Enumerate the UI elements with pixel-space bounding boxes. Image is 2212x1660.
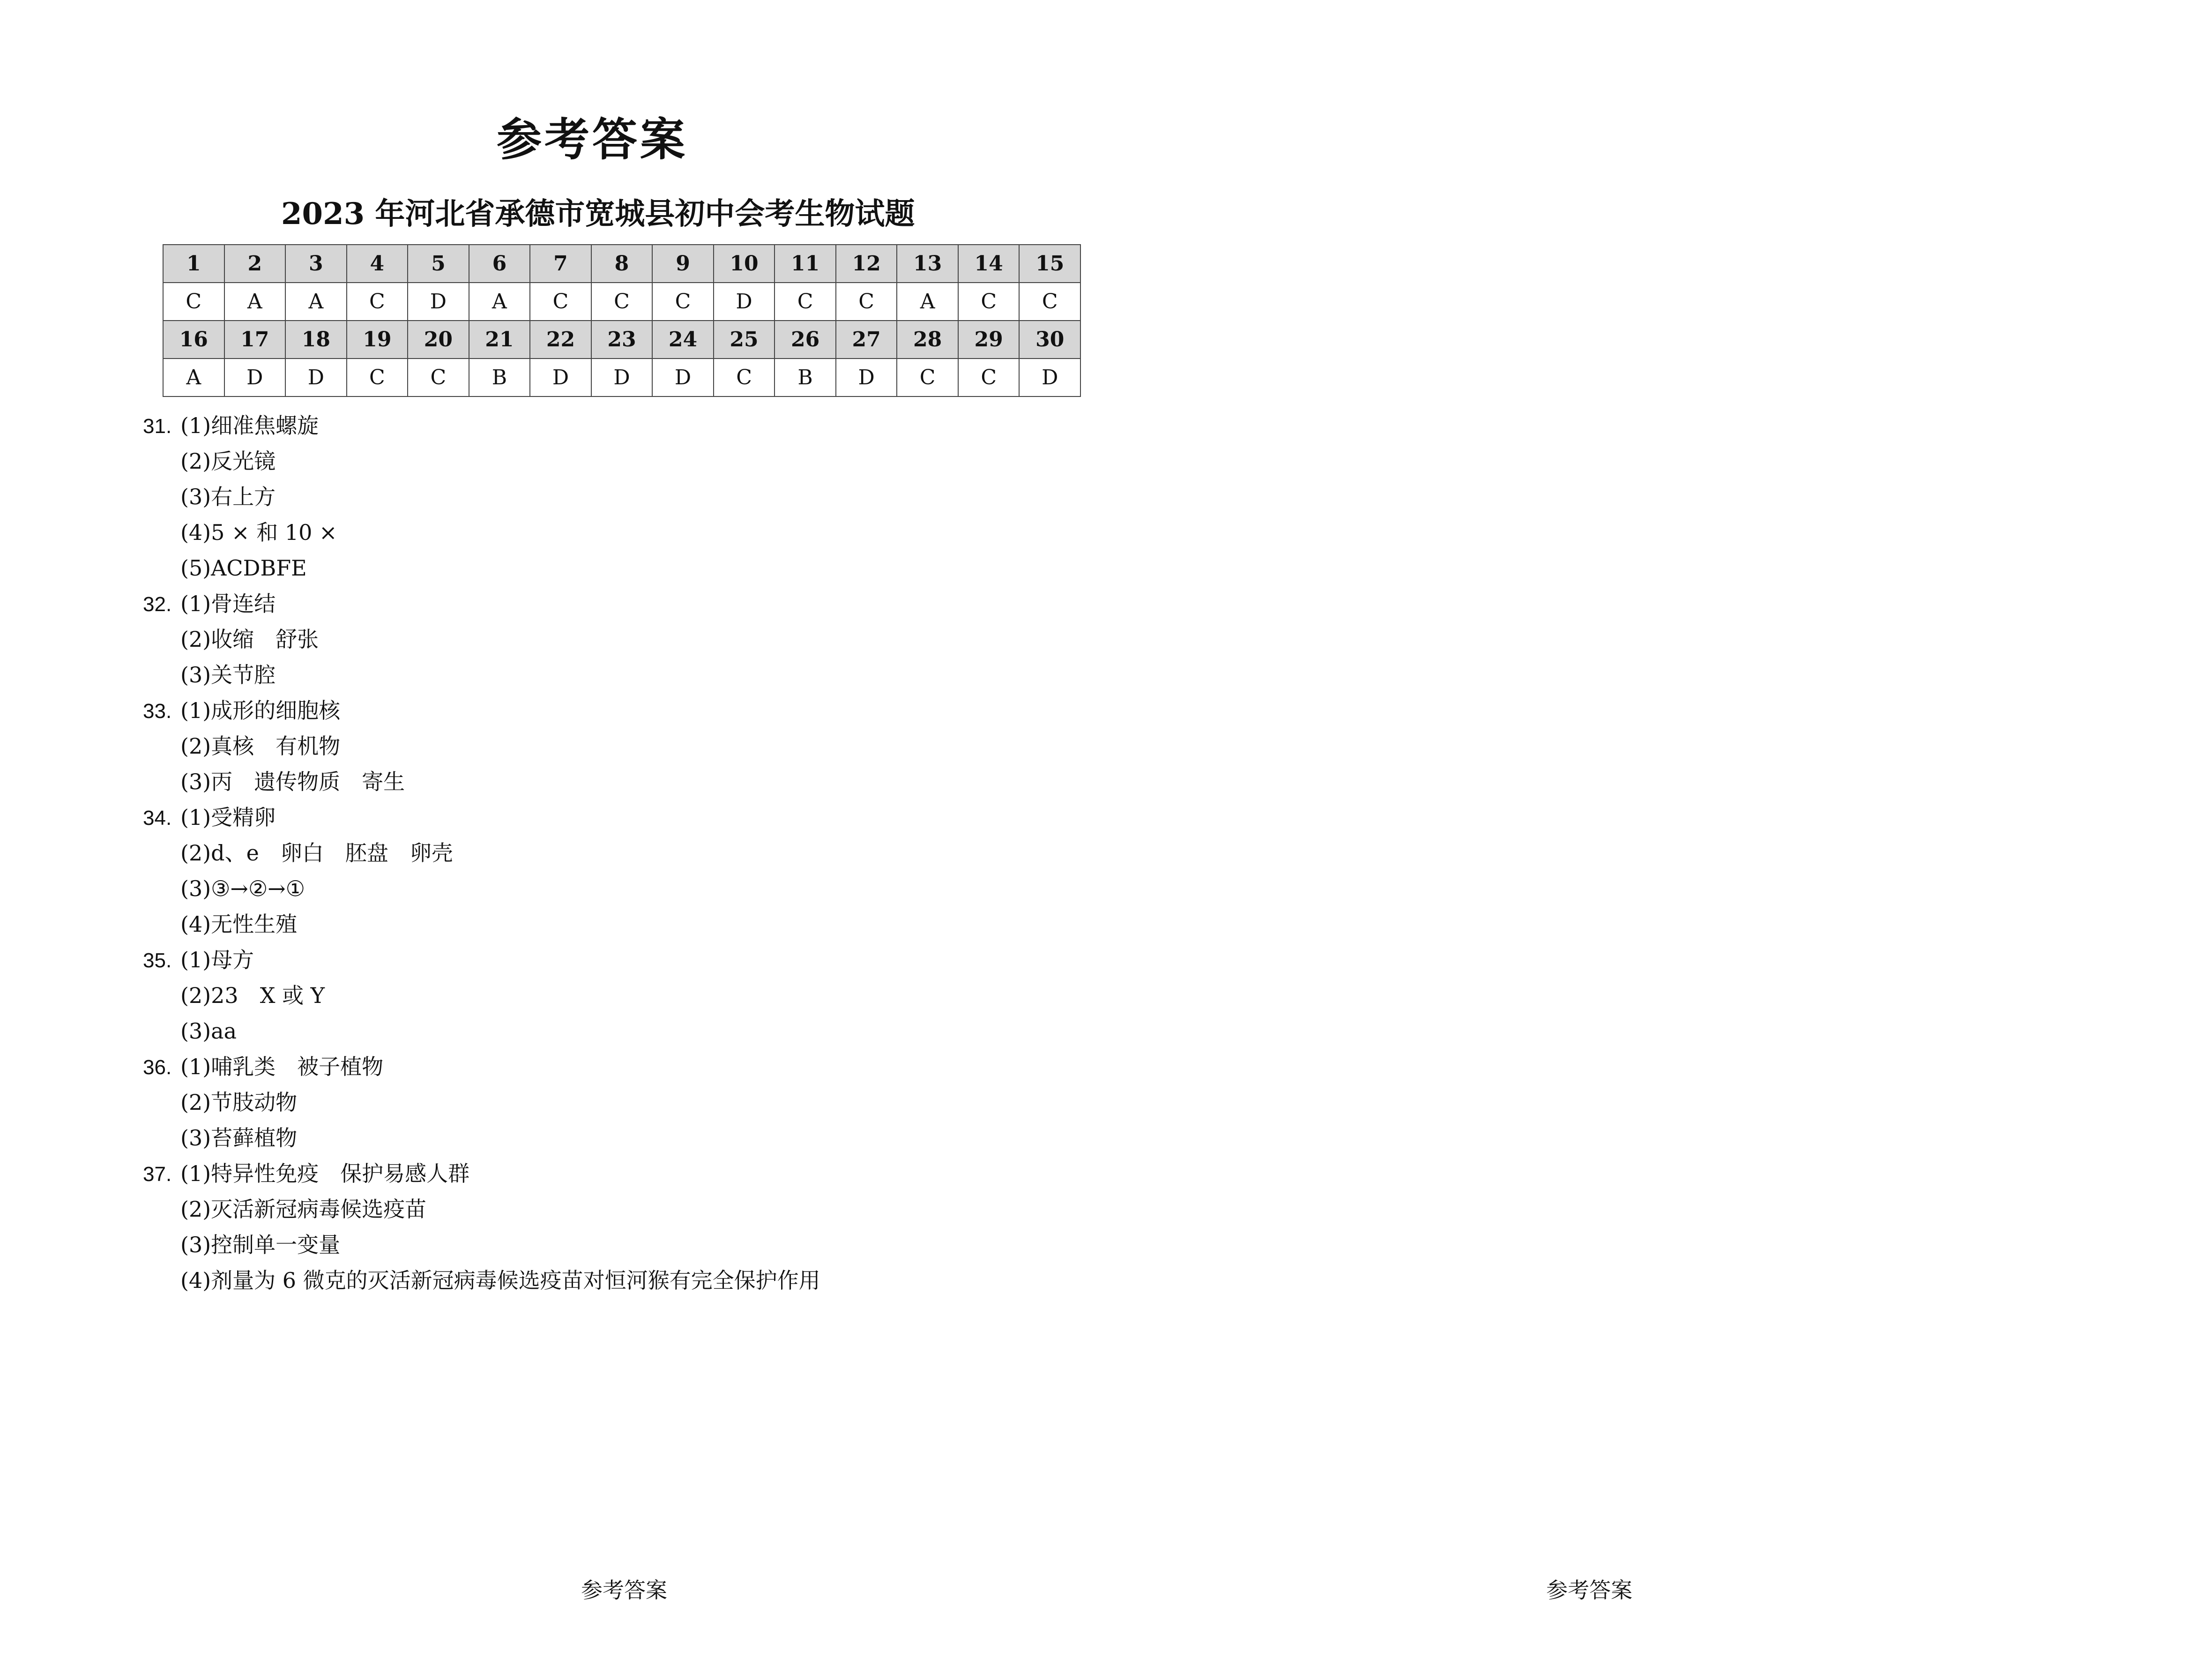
answer-cell: C — [347, 359, 408, 396]
answer-cell: C — [652, 283, 714, 321]
answer-cell: C — [958, 283, 1020, 321]
question-number-cell: 11 — [775, 245, 836, 283]
question-number-cell: 10 — [714, 245, 775, 283]
answer-cell: C — [714, 359, 775, 396]
answer-text: (1)特异性免疫 保护易感人群 — [180, 1161, 470, 1186]
answer-text: (4)5 × 和 10 × — [180, 520, 337, 545]
answer-text: (4)剂量为 6 微克的灭活新冠病毒候选疫苗对恒河猴有完全保护作用 — [180, 1268, 820, 1293]
answer-text: (2)节肢动物 — [180, 1090, 298, 1115]
answer-text: (2)灭活新冠病毒候选疫苗 — [180, 1196, 427, 1222]
answer-line — [143, 1227, 1174, 1263]
answer-line — [143, 728, 1174, 764]
answer-line — [143, 764, 1174, 800]
answer-cell: D — [408, 283, 469, 321]
answer-cell: C — [775, 283, 836, 321]
question-number-cell: 28 — [897, 321, 958, 359]
question-number-cell: 18 — [285, 321, 347, 359]
answer-line — [143, 1191, 1174, 1227]
question-number-cell: 7 — [530, 245, 591, 283]
question-number-cell: 22 — [530, 321, 591, 359]
question-number-cell: 9 — [652, 245, 714, 283]
answer-cell: D — [714, 283, 775, 321]
answer-cell: D — [652, 359, 714, 396]
question-number-cell: 26 — [775, 321, 836, 359]
answer-cell: C — [958, 359, 1020, 396]
question-number-cell: 23 — [591, 321, 653, 359]
question-number-cell: 15 — [1019, 245, 1080, 283]
answer-text: (2)23 X 或 Y — [180, 983, 325, 1008]
answer-text: (2)d、e 卵白 胚盘 卵壳 — [180, 840, 453, 866]
answer-cell: C — [897, 359, 958, 396]
answer-line — [143, 621, 1174, 657]
answer-text: (4)无性生殖 — [180, 912, 298, 937]
question-number-cell: 5 — [408, 245, 469, 283]
answer-line — [143, 515, 1174, 550]
answer-cell: B — [775, 359, 836, 396]
answer-text: (2)收缩 舒张 — [180, 627, 319, 652]
question-number-cell: 14 — [958, 245, 1020, 283]
answer-line — [143, 479, 1174, 515]
answer-cell: D — [1019, 359, 1080, 396]
answer-cell: A — [897, 283, 958, 321]
answer-cell: C — [591, 283, 653, 321]
answer-text: (1)骨连结 — [180, 591, 276, 616]
question-number: 33. — [143, 700, 172, 723]
footer-right: 参考答案 — [1546, 1578, 1632, 1603]
answer-cell: C — [163, 283, 224, 321]
answer-line — [143, 443, 1174, 479]
answer-cell: C — [347, 283, 408, 321]
question-number-cell: 8 — [591, 245, 653, 283]
answer-cell: D — [224, 359, 286, 396]
answer-text: (3)丙 遗传物质 寄生 — [180, 769, 405, 794]
question-number-cell: 1 — [163, 245, 224, 283]
question-number: 36. — [143, 1056, 172, 1079]
question-number: 37. — [143, 1163, 172, 1186]
answer-text: (3)关节腔 — [180, 662, 276, 688]
answer-line — [143, 408, 1174, 443]
table-row-numbers-1 — [163, 245, 1080, 283]
answer-cell: C — [836, 283, 897, 321]
answers-list — [143, 408, 1174, 1298]
exam-title: 2023 年河北省承德市宽城县初中会考生物试题 — [281, 196, 915, 232]
question-number: 34. — [143, 807, 172, 830]
question-number: 32. — [143, 593, 172, 616]
question-number-cell: 20 — [408, 321, 469, 359]
answer-line — [143, 693, 1174, 728]
answer-text: (1)母方 — [180, 947, 254, 972]
page-title: 参考答案 — [497, 113, 688, 166]
answer-cell: D — [285, 359, 347, 396]
answer-cell: D — [591, 359, 653, 396]
answer-cell: D — [836, 359, 897, 396]
answer-line — [143, 942, 1174, 978]
answer-line — [143, 800, 1174, 835]
answer-line — [143, 1263, 1174, 1298]
answer-text: (2)反光镜 — [180, 449, 276, 474]
answer-cell: C — [530, 283, 591, 321]
answer-text: (1)成形的细胞核 — [180, 698, 341, 723]
answer-text: (1)细准焦螺旋 — [180, 413, 319, 438]
question-number-cell: 12 — [836, 245, 897, 283]
answer-text: (3)aa — [180, 1018, 237, 1044]
answer-line — [143, 978, 1174, 1013]
answer-cell: C — [408, 359, 469, 396]
answer-cell: D — [530, 359, 591, 396]
answer-line — [143, 550, 1174, 586]
answer-text: (3)③→②→① — [180, 876, 305, 901]
answer-cell: C — [1019, 283, 1080, 321]
question-number-cell: 6 — [469, 245, 530, 283]
answer-cell: A — [163, 359, 224, 396]
answer-line — [143, 657, 1174, 693]
answer-line — [143, 1156, 1174, 1191]
question-number: 35. — [143, 949, 172, 972]
question-number-cell: 13 — [897, 245, 958, 283]
question-number-cell: 27 — [836, 321, 897, 359]
answer-line — [143, 871, 1174, 906]
answer-line — [143, 1084, 1174, 1120]
question-number-cell: 19 — [347, 321, 408, 359]
answer-text: (3)右上方 — [180, 484, 276, 509]
answer-text: (2)真核 有机物 — [180, 733, 341, 759]
answer-line — [143, 1120, 1174, 1156]
answer-line — [143, 1013, 1174, 1049]
answer-line — [143, 586, 1174, 621]
question-number-cell: 17 — [224, 321, 286, 359]
table-row-answers-1 — [163, 283, 1080, 321]
answer-cell: B — [469, 359, 530, 396]
answer-text: (1)受精卵 — [180, 805, 276, 830]
question-number: 31. — [143, 415, 172, 438]
question-number-cell: 30 — [1019, 321, 1080, 359]
question-number-cell: 25 — [714, 321, 775, 359]
answer-text: (3)控制单一变量 — [180, 1232, 341, 1257]
footer-left: 参考答案 — [581, 1578, 667, 1603]
answer-text: (3)苔藓植物 — [180, 1125, 298, 1151]
question-number-cell: 3 — [285, 245, 347, 283]
question-number-cell: 24 — [652, 321, 714, 359]
table-row-numbers-2 — [163, 321, 1080, 359]
question-number-cell: 29 — [958, 321, 1020, 359]
question-number-cell: 4 — [347, 245, 408, 283]
answer-line — [143, 906, 1174, 942]
answer-cell: A — [469, 283, 530, 321]
question-number-cell: 16 — [163, 321, 224, 359]
answer-text: (1)哺乳类 被子植物 — [180, 1054, 384, 1079]
answer-line — [143, 835, 1174, 871]
question-number-cell: 2 — [224, 245, 286, 283]
answer-line — [143, 1049, 1174, 1084]
answer-cell: A — [285, 283, 347, 321]
question-number-cell: 21 — [469, 321, 530, 359]
table-row-answers-2 — [163, 359, 1080, 396]
answer-cell: A — [224, 283, 286, 321]
answer-table — [163, 244, 1081, 397]
answer-text: (5)ACDBFE — [180, 555, 307, 581]
